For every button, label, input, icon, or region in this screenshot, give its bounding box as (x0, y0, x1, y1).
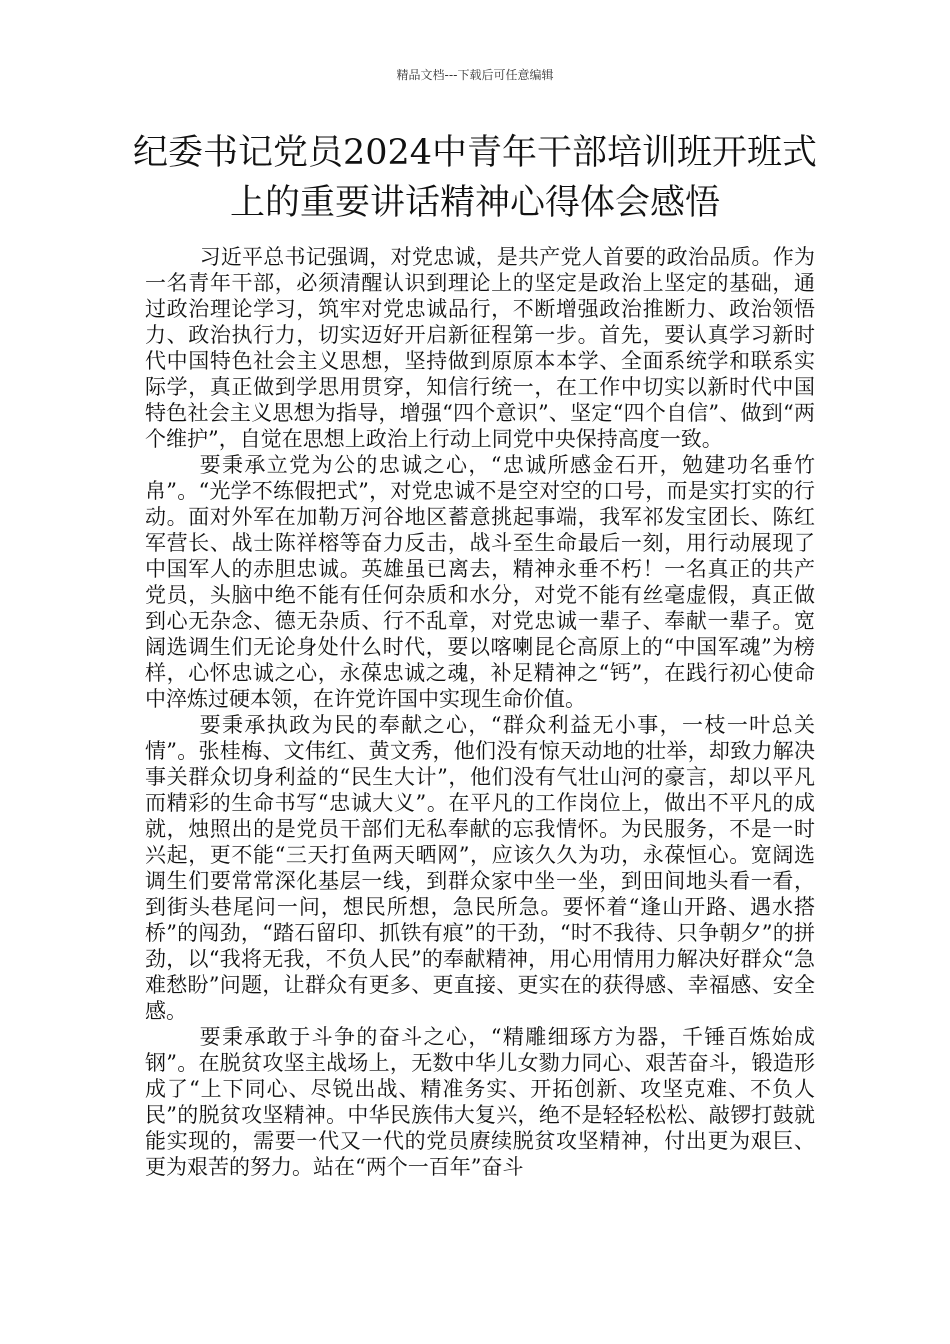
paragraph-2: 要秉承立党为公的忠诚之心，“忠诚所感金石开，勉建功名垂竹帛”。“光学不练假把式”，对党忠诚不是空对空的口号，而是实打实的行动。面对外军在加勒万河谷地区蓄意挑起事端，我军祁发宝团长、陈红军营长、战士陈祥榕等奋力反击，战斗至生命最后一刻，用行动展现了中国军人的赤胆忠诚。英雄虽已离去，精神永垂不朽！一名真正的共产党员，头脑中绝不能有任何杂质和水分，对党不能有丝毫虚假，真正做到心无杂念、德无杂质、行不乱章，对党忠诚一辈子、奉献一辈子。宽阔选调生们无论身处什么时代，要以喀喇昆仑高原上的“中国军魂”为榜样，心怀忠诚之心，永葆忠诚之魂，补足精神之“钙”，在践行初心使命中淬炼过硬本领，在许党许国中实现生命价值。 (145, 453, 815, 711)
paragraph-3: 要秉承执政为民的奉献之心，“群众利益无小事，一枝一叶总关情”。张桂梅、文伟红、黄文秀，他们没有惊天动地的壮举，却致力解决事关群众切身利益的“民生大计”，他们没有气壮山河的豪言，却以平凡而精彩的生命书写“忠诚大义”。在平凡的工作岗位上，做出不平凡的成就，烛照出的是党员干部们无私奉献的忘我情怀。为民服务，不是一时兴起，更不能“三天打鱼两天晒网”，应该久久为功，永葆恒心。宽阔选调生们要常常深化基层一线，到群众家中坐一坐，到田间地头看一看，到街头巷尾问一问，想民所想，急民所急。要怀着“逢山开路、遇水搭桥”的闯劲，“踏石留印、抓铁有痕”的干劲，“时不我待、只争朝夕”的拼劲，以“我将无我，不负人民”的奉献精神，用心用情用力解决好群众“急难愁盼”问题，让群众有更多、更直接、更实在的获得感、幸福感、安全感。 (145, 713, 815, 1023)
header-note: 精品文档---下载后可任意编辑 (396, 68, 554, 82)
document-body (145, 244, 815, 1180)
document-title: 纪委书记党员2024中青年干部培训班开班式上的重要讲话精神心得体会感悟 (132, 133, 818, 223)
paragraph-1: 习近平总书记强调，对党忠诚，是共产党人首要的政治品质。作为一名青年干部，必须清醒认识到理论上的坚定是政治上坚定的基础，通过政治理论学习，筑牢对党忠诚品行，不断增强政治推断力、政治领悟力、政治执行力，切实迈好开启新征程第一步。首先，要认真学习新时代中国特色社会主义思想，坚持做到原原本本学、全面系统学和联系实际学，真正做到学思用贯穿，知信行统一，在工作中切实以新时代中国特色社会主义思想为指导，增强“四个意识”、坚定“四个自信”、做到“两个维护”，自觉在思想上政治上行动上同党中央保持高度一致。 (145, 245, 815, 451)
paragraph-4: 要秉承敢于斗争的奋斗之心，“精雕细琢方为器，千锤百炼始成钢”。在脱贫攻坚主战场上，无数中华儿女勠力同心、艰苦奋斗，锻造形成了“上下同心、尽锐出战、精准务实、开拓创新、攻坚克难、不负人民”的脱贫攻坚精神。中华民族伟大复兴，绝不是轻轻松松、敲锣打鼓就能实现的，需要一代又一代的党员赓续脱贫攻坚精神，付出更为艰巨、更为艰苦的努力。站在“两个一百年”奋斗 (145, 1025, 815, 1179)
